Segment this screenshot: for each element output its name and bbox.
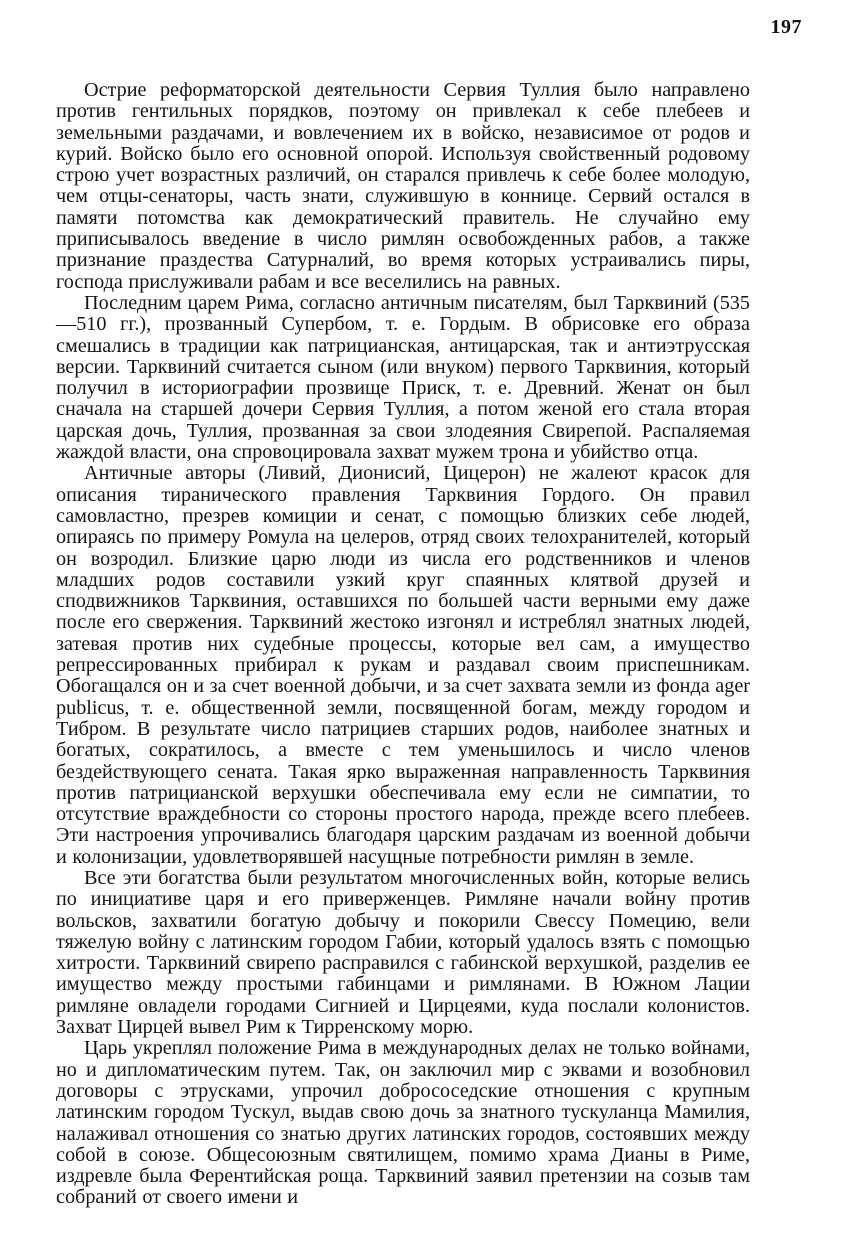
paragraph-5: Царь укреплял положение Рима в международных делах не только войнами, но и дипломатическим путем. Так, он заключил мир с эквами и возобновил договоры с этрусками, упрочил добрососедские отношения с крупным латинским городом Тускул, выдав свою дочь за знатного тускуланца Мамилия, налаживал отношения со знатью других латинских городов, состоявших между собой в союзе. Общесоюзным святилищем, помимо храма Дианы в Риме, издревле была Ферентийская роща. Тарквиний заявил претензии на созыв там собраний от своего имени и <box>56 1037 750 1209</box>
page-number: 197 <box>770 16 802 38</box>
body-text <box>56 80 750 1209</box>
paragraph-3: Античные авторы (Ливий, Дионисий, Цицерон) не жалеют красок для описания тиранического правления Тарквиния Гордого. Он правил самовластно, презрев комиции и сенат, с помощью близких себе людей, опираясь по примеру Ромула на целеров, отряд своих телохранителей, который он возродил. Близкие царю люди из числа его родственников и членов младших родов составили узкий круг спаянных клятвой друзей и сподвижников Тарквиния, оставшихся по большей части верными ему даже после его свержения. Тарквиний жестоко изгонял и истреблял знатных людей, затевая против них судебные процессы, которые вел сам, а имущество репрессированных прибирал к рукам и раздавал своим приспешникам. Обогащался он и за счет военной добычи, и за счет захвата земли из фонда ager publicus, т. е. общественной земли, посвященной богам, между городом и Тибром. В результате число патрициев старших родов, наиболее знатных и богатых, сократилось, а вместе с тем уменьшилось и число членов бездействующего сената. Такая ярко выраженная направленность Тарквиния против патрицианской верхушки обеспечивала ему если не симпатии, то отсутствие враждебности со стороны простого народа, прежде всего плебеев. Эти настроения упрочивались благодаря царским раздачам из военной добычи и колонизации, удовлетворявшей насущные потребности римлян в земле. <box>56 462 750 868</box>
paragraph-4: Все эти богатства были результатом многочисленных войн, которые велись по инициативе царя и его приверженцев. Римляне начали войну против вольсков, захватили богатую добычу и покорили Свессу Помецию, вели тяжелую войну с латинским городом Габии, который удалось взять с помощью хитрости. Тарквиний свирепо расправился с габинской верхушкой, разделив ее имущество между простыми габинцами и римлянами. В Южном Лации римляне овладели городами Сигнией и Цирцеями, куда послали колонистов. Захват Цирцей вывел Рим к Тирренскому морю. <box>56 866 750 1039</box>
paragraph-1: Острие реформаторской деятельности Сервия Туллия было направлено против гентильных порядков, поэтому он привлекал к себе плебеев и земельными раздачами, и вовлечением их в войско, независимое от родов и курий. Войско было его основной опорой. Используя свойственный родовому строю учет возрастных различий, он старался привлечь к себе более молодую, чем отцы-сенаторы, часть знати, служившую в коннице. Сервий остался в памяти потомства как демократический правитель. Не случайно ему приписывалось введение в число римлян освобожденных рабов, а также признание праздества Сатурналий, во время которых устраивались пиры, господа прислуживали рабам и все веселились на равных. <box>56 79 750 293</box>
paragraph-2: Последним царем Рима, согласно античным писателям, был Тарквиний (535—510 гг.), прозванный Супербом, т. е. Гордым. В обрисовке его образа смешались в традиции как патрицианская, антицарская, так и антиэтрусская версии. Тарквиний считается сыном (или внуком) первого Тарквиния, который получил в историографии прозвище Приск, т. е. Древний. Женат он был сначала на старшей дочери Сервия Туллия, а потом женой его стала вторая царская дочь, Туллия, прозванная за свои злодеяния Свирепой. Распаляемая жаждой власти, она спровоцировала захват мужем трона и убийство отца. <box>56 291 750 464</box>
